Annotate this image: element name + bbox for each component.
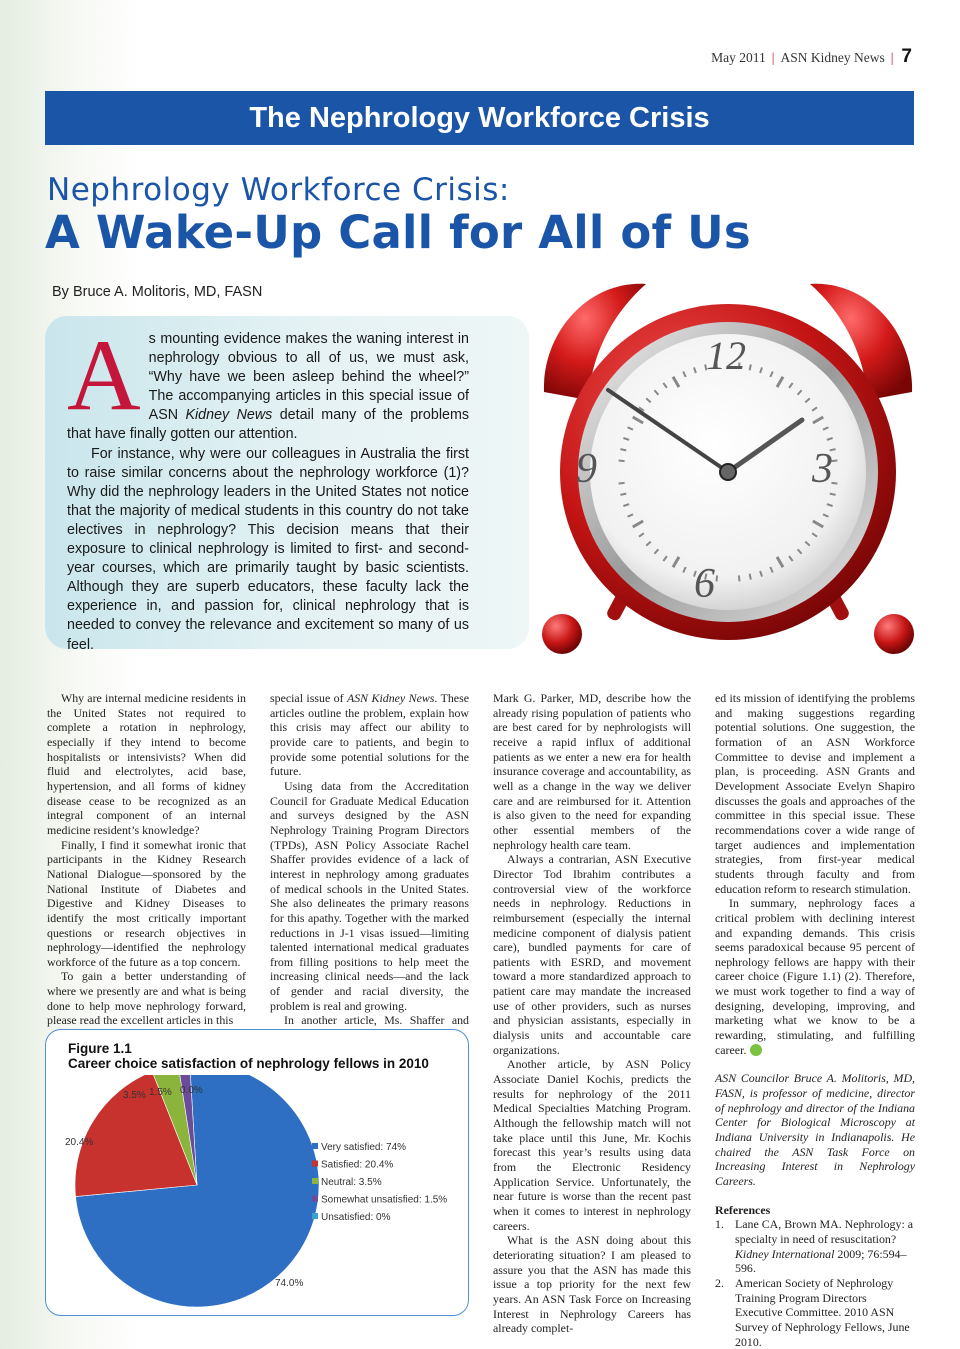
article-title-line-1: Nephrology Workforce Crisis: (47, 172, 510, 208)
paragraph: Always a contrarian, ASN Executive Director Tod Ibrahim contributes a controversial view of the workforce needs in nephrology. Reductions in reimbursement (especially the internal medicine component of dialysis patient care), bundled payments for care of patients with ESRD, and movement toward a more standardized approach to patient care may mandate the increased use of other providers, such as nurses and physician assistants, especially in dialysis units and accountable care organizations. (493, 852, 691, 1057)
legend-swatch (312, 1178, 318, 1184)
legend-label: Satisfied: 20.4% (321, 1159, 394, 1171)
reference-text: American Society of Nephrology Training Program Directors Executive Committee. 2010 ASN Survey of Nephrology Fellows, June 2010. (735, 1275, 910, 1349)
paragraph: What is the ASN doing about this deteriorating situation? I am pleased to assure you that the ASN has made this issue a top priority for the next few years. An ASN Task Force on Increasing Interest in Nephrology Careers has already complet- (493, 1233, 691, 1336)
legend-label: Somewhat unsatisfied: 1.5% (321, 1194, 448, 1206)
references-heading: References (715, 1202, 771, 1217)
clock-tick (620, 449, 626, 450)
reference-number: 2. (715, 1275, 724, 1290)
reference-number: 1. (715, 1217, 724, 1232)
drop-cap: A (67, 319, 141, 432)
intro-text-span: detail many of the problems that have finally gotten our attention. (67, 407, 470, 443)
byline: By Bruce A. Molitoris, MD, FASN (52, 284, 263, 300)
pie-data-label: 74.0% (275, 1278, 304, 1289)
text-span: . These articles outline the problem, explain how this crisis may affect our ability to provide care to patients, and begin to provide some potential solutions for the future. (270, 691, 469, 779)
alarm-clock-icon (534, 272, 922, 664)
author-bio: ASN Councilor Bruce A. Molitoris, MD, FASN, is professor of medicine, director of nephrology and director of the Indiana Center for Biological Microscopy at Indiana University in Indianapolis. He chaired the ASN Task Force on Increasing Interest in Nephrology Careers. (715, 1071, 915, 1188)
clock-numeral-6: 6 (694, 561, 715, 607)
paragraph: Why are internal medicine residents in the United States not required to complete a rotation in nephrology, especially if they intend to become hospitalists or intensivists? When did fluid and electrolytes, acid base, hypertension, and all forms of kidney disease cease to be recognized as an integral component of an internal medicine resident’s knowledge? (47, 691, 246, 837)
clock-tick (739, 575, 740, 581)
clock-tick (620, 494, 626, 495)
page-number: 7 (901, 46, 912, 67)
article-title-line-2: A Wake-Up Call for All of Us (45, 206, 751, 259)
header-separator: | (890, 50, 894, 65)
legend-swatch (312, 1143, 318, 1149)
clock-center-pin (720, 464, 736, 480)
references-list (715, 1217, 915, 1349)
pie-data-label: 3.5% (123, 1090, 146, 1101)
paragraph: Mark G. Parker, MD, describe how the already rising population of patients who are best cared for by nephrologists will receive a rapid influx of additional patients as we enter a new era for health insurance coverage and accountability, as well as a change in the way we deliver care and are reimbursed for it. Attention is also given to the need for expanding other essential members of the nephrology health care team. (493, 691, 691, 852)
issue-date: May 2011 (711, 50, 766, 65)
text-span: In summary, nephrology faces a critical problem with declining interest and expanding demands. This crisis seems paradoxical because 95 percent of nephrology fellows are happy with their career choice (Figure 1.1) (2). Therefore, we must work together to find a way of designing, developing, improving, and marketing what we know to be a rewarding, stimulating, and fulfilling career. (715, 896, 915, 1057)
section-banner-text: The Nephrology Workforce Crisis (249, 101, 710, 134)
publication-name: ASN Kidney News (780, 50, 885, 65)
pie-data-label: 0.0% (180, 1085, 203, 1096)
publication-italic: ASN Kidney News (346, 691, 435, 705)
intro-paragraph-1 (67, 319, 470, 445)
pie-data-label: 1.5% (149, 1087, 172, 1098)
intro-text-span: s mounting evidence makes the waning interest in nephrology obvious to all of us, we must ask, “Why have we been asleep behind the wheel?” The accompanying articles in this special issue of ASN (148, 331, 469, 424)
legend-swatch (312, 1213, 318, 1219)
reference-item (715, 1276, 915, 1349)
paragraph (270, 691, 469, 779)
legend-label: Very satisfied: 74% (321, 1142, 407, 1153)
paragraph: Using data from the Accreditation Council for Graduate Medical Education and surveys designed by the ASN Nephrology Training Program Directors (TPDs), ASN Policy Associate Rachel Shaffer provides evidence of a lack of interest in nephrology among graduates of medical schools in the United States. She also delineates the primary reasons for this apathy. Together with the marked reductions in J-1 visas issued—limiting talented international medical graduates from filling positions to help meet the increasing clinical needs—and the lack of gender and racial diversity, the problem is real and growing. (270, 778, 469, 1013)
header-separator: | (771, 50, 775, 65)
paragraph: To gain a better understanding of where we presently are and what is being done to help move nephrology forward, please read the excellent articles in this (47, 969, 246, 1028)
text-span: special issue of (270, 691, 347, 705)
end-mark-icon (750, 1044, 762, 1056)
clock-numeral-12: 12 (706, 333, 746, 378)
clock-tick (750, 364, 751, 370)
alarm-clock-illustration (534, 272, 922, 664)
pie-data-label: 20.4% (65, 1137, 94, 1148)
figure-number: Figure 1.1 (68, 1041, 132, 1056)
clock-tick (717, 575, 718, 581)
intro-paragraph-2: For instance, why were our colleagues in Australia the first to raise similar concerns about the nephrology workforce (1)? Why did the nephrology leaders in the United States not notice that the majority of medical students in this country do not take electives in nephrology? This decision means that their exposure to clinical nephrology is limited to first- and second-year courses, which are primarily taught by basic scientists. Although they are superb educators, these faculty lack the experience in, and passion for, clinical nephrology that is needed to convey the relevance and excitement so many of us feel. (67, 445, 469, 653)
reference-journal: Kidney International (735, 1246, 835, 1261)
reference-item (715, 1217, 915, 1276)
intro-publication-italic: Kidney News (185, 407, 273, 424)
legend-swatch (312, 1196, 318, 1202)
intro-text (67, 319, 470, 655)
clock-numeral-3: 3 (812, 446, 833, 492)
clock-tick (750, 574, 751, 580)
body-column-1 (47, 691, 246, 1028)
figure-title: Career choice satisfaction of nephrology fellows in 2010 (68, 1056, 429, 1071)
clock-tick (830, 494, 836, 495)
reference-text: 2009; 76:594–596. (735, 1246, 907, 1276)
legend-swatch (312, 1161, 318, 1167)
clock-numeral-9: 9 (576, 446, 597, 492)
paragraph: ed its mission of identifying the problems and making suggestions regarding potential solutions. One suggestion, the formation of an ASN Workforce Committee to devise and implement a plan, is proceeding. ASN Grants and Development Associate Evelyn Shapiro discusses the goals and approaches of the committee in this special issue. These recommendations cover a wide range of target audiences and implementation strategies, from first-year medical students through faculty and from education reform to research stimulation. (715, 691, 915, 896)
body-column-3 (493, 691, 691, 1336)
body-column-2 (270, 691, 469, 1043)
body-column-4 (715, 691, 915, 1349)
pie-chart (45, 1075, 465, 1311)
paragraph (715, 896, 915, 1057)
paragraph: Another article, by ASN Policy Associate Daniel Kochis, predicts the results for nephrology of the 2011 Medical Specialties Matching Program. Although the fellowship match will not take place until this June, Mr. Kochis forecast this year’s results using data from the Electronic Residency Application Service. Unfortunately, the near future is worse than the recent past when it comes to interest in nephrology careers. (493, 1057, 691, 1233)
section-banner (45, 91, 914, 145)
reference-text: Lane CA, Brown MA. Nephrology: a specialty in need of resuscitation? (735, 1217, 913, 1246)
clock-tick (619, 483, 625, 484)
legend-label: Unsatisfied: 0% (321, 1212, 391, 1223)
paragraph: In another article, Ms. Shaffer and (284, 1013, 469, 1028)
legend-label: Neutral: 3.5% (321, 1177, 382, 1188)
paragraph: Finally, I find it somewhat ironic that participants in the Kidney Research National Dialogue—sponsored by the National Institute of Diabetes and Digestive and Kidney Diseases to identify the most critically important questions or research objectives in nephrology—identified the nephrology workforce of the future as a top concern. (47, 837, 246, 969)
running-header (711, 46, 912, 68)
clock-tick (619, 461, 625, 462)
